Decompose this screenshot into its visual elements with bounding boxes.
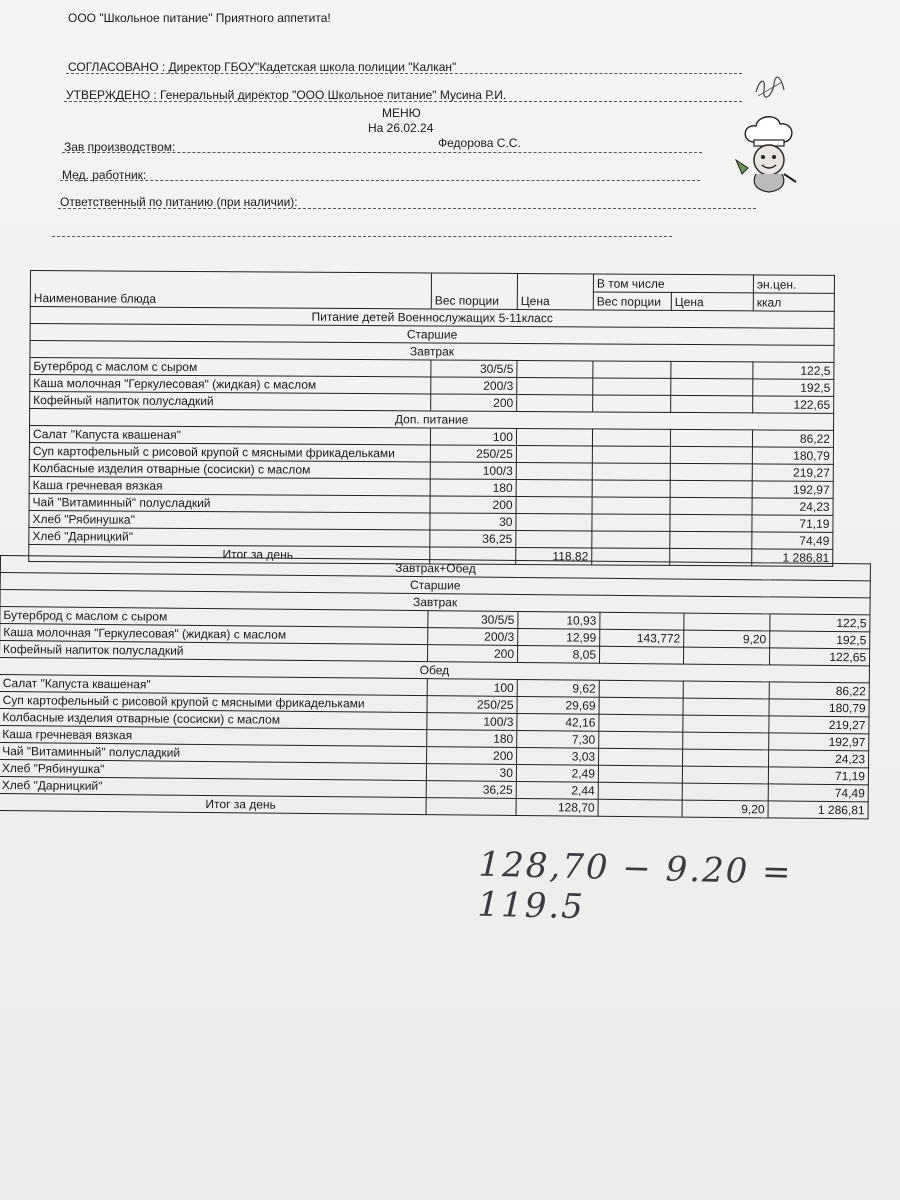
agreed-underline bbox=[66, 73, 742, 74]
dish-name: Колбасные изделия отварные (сосиски) с маслом bbox=[0, 708, 427, 729]
medic-underline bbox=[60, 180, 700, 181]
dish-price: 29,69 bbox=[517, 696, 599, 714]
dish-name: Хлеб "Дарницкий" bbox=[0, 776, 426, 797]
menu-table-children bbox=[28, 270, 835, 567]
total-kcal: 1 286,81 bbox=[752, 549, 833, 566]
group-label: Старшие bbox=[0, 573, 870, 598]
dish-name: Хлеб "Дарницкий" bbox=[29, 527, 430, 546]
dish-incl-price bbox=[683, 647, 769, 665]
dish-incl-portion bbox=[600, 612, 684, 630]
dish-portion: 36,25 bbox=[430, 530, 516, 548]
dish-portion: 200/3 bbox=[431, 377, 517, 395]
meal-label-extra: Доп. питание bbox=[30, 409, 834, 431]
col-incl-portion-header: Вес порции bbox=[593, 292, 671, 310]
dish-portion: 200 bbox=[431, 394, 517, 412]
dish-kcal: 74,49 bbox=[768, 784, 868, 802]
dish-name: Бутерброд с маслом с сыром bbox=[30, 358, 431, 377]
dish-kcal: 122,5 bbox=[770, 614, 870, 632]
dish-portion: 250/25 bbox=[430, 445, 516, 463]
signature-mark bbox=[752, 72, 788, 102]
dish-kcal: 74,49 bbox=[752, 532, 833, 549]
dish-name: Салат "Капуста квашеная" bbox=[0, 674, 427, 695]
production-head-underline bbox=[62, 152, 702, 153]
dish-kcal: 71,19 bbox=[752, 515, 833, 532]
dish-kcal: 71,19 bbox=[768, 767, 868, 785]
meal-label-breakfast: Завтрак bbox=[30, 341, 834, 363]
dish-name: Каша гречневая вязкая bbox=[0, 725, 427, 746]
dish-price: 3,03 bbox=[517, 747, 599, 765]
dish-name: Чай "Витаминный" полусладкий bbox=[29, 493, 430, 512]
dish-kcal: 192,97 bbox=[752, 481, 833, 498]
dish-kcal: 86,22 bbox=[769, 682, 869, 700]
dish-kcal: 86,22 bbox=[752, 430, 833, 447]
dish-name: Каша молочная "Геркулесовая" (жидкая) с маслом bbox=[0, 624, 428, 645]
total-price: 118,82 bbox=[516, 547, 592, 564]
total-price: 128,70 bbox=[516, 798, 598, 816]
dish-portion: 30/5/5 bbox=[428, 611, 518, 629]
dish-kcal: 192,5 bbox=[753, 379, 834, 396]
dish-name: Чай "Витаминный" полусладкий bbox=[0, 742, 427, 763]
dish-incl-portion bbox=[599, 646, 683, 664]
table-header-row bbox=[30, 271, 834, 294]
medic-label: Мед. работник: bbox=[62, 168, 147, 182]
dish-name: Хлеб "Рябинушка" bbox=[0, 759, 427, 780]
dish-name: Салат "Капуста квашеная" bbox=[29, 426, 430, 445]
dish-name: Каша гречневая вязкая bbox=[29, 476, 430, 495]
dish-kcal: 180,79 bbox=[752, 447, 833, 464]
dish-price: 10,93 bbox=[518, 611, 600, 629]
production-head-name: Федорова С.С. bbox=[438, 136, 521, 150]
col-portion-header: Вес порции bbox=[431, 273, 517, 310]
dish-portion: 200 bbox=[430, 496, 516, 514]
dish-portion: 250/25 bbox=[427, 696, 517, 714]
menu-date: На 26.02.24 bbox=[368, 121, 434, 135]
group-label: Старшие bbox=[30, 324, 834, 346]
dish-incl-price bbox=[684, 613, 770, 631]
dish-portion: 36,25 bbox=[426, 781, 516, 799]
handwritten-note: 128,70 − 9.20 = 119.5 bbox=[477, 844, 794, 928]
total-label: Итог за день bbox=[29, 544, 430, 563]
total-incl-price: 9,20 bbox=[682, 800, 768, 818]
menu-table-breakfast-lunch bbox=[0, 555, 871, 819]
dish-price: 7,30 bbox=[517, 730, 599, 748]
dish-kcal: 180,79 bbox=[769, 699, 869, 717]
total-label: Итог за день bbox=[0, 793, 426, 814]
dish-price: 42,16 bbox=[517, 713, 599, 731]
approved-line: УТВЕРЖДЕНО : Генеральный директор "ООО Школьное питание" Мусина Р.И. bbox=[66, 88, 507, 102]
dish-name: Суп картофельный с рисовой крупой с мясными фрикадельками bbox=[29, 442, 430, 461]
col-incl-price-header: Цена bbox=[671, 292, 753, 311]
col-price-header: Цена bbox=[517, 273, 593, 309]
dish-price: 2,44 bbox=[516, 781, 598, 799]
dish-price: 9,62 bbox=[517, 679, 599, 697]
dish-price: 2,49 bbox=[516, 764, 598, 782]
dish-kcal: 219,27 bbox=[752, 464, 833, 481]
dish-name: Хлеб "Рябинушка" bbox=[29, 510, 430, 529]
dish-portion: 30 bbox=[426, 764, 516, 782]
dish-kcal: 122,65 bbox=[753, 396, 834, 413]
blank-underline bbox=[52, 236, 672, 237]
dish-name: Суп картофельный с рисовой крупой с мясными фрикадельками bbox=[0, 691, 427, 712]
section-title: Питание детей Военнослужащих 5-11класс bbox=[30, 307, 834, 329]
dish-incl-portion: 143,772 bbox=[600, 629, 684, 647]
dish-name: Бутерброд с маслом с сыром bbox=[0, 607, 428, 628]
dish-portion: 180 bbox=[430, 479, 516, 497]
dish-portion: 100/3 bbox=[427, 713, 517, 731]
company-line: ООО "Школьное питание" Приятного аппетита! bbox=[68, 11, 331, 25]
dish-name: Каша молочная "Геркулесовая" (жидкая) с маслом bbox=[30, 375, 431, 394]
dish-portion: 30 bbox=[430, 513, 516, 531]
dish-portion: 200 bbox=[427, 645, 517, 663]
responsible-label: Ответственный по питанию (при наличии): bbox=[60, 195, 298, 209]
dish-kcal: 24,23 bbox=[769, 750, 869, 768]
agreed-line: СОГЛАСОВАНО : Директор ГБОУ"Кадетская школа полиции "Калкан" bbox=[68, 60, 457, 74]
dish-name: Кофейный напиток полусладкий bbox=[0, 641, 428, 662]
meal-label-breakfast: Завтрак bbox=[0, 590, 870, 615]
dish-kcal: 192,5 bbox=[770, 631, 870, 649]
dish-kcal: 24,23 bbox=[752, 498, 833, 515]
dish-portion: 200 bbox=[427, 747, 517, 765]
col-kcal-header: ккал bbox=[753, 293, 834, 311]
dish-kcal: 122,65 bbox=[769, 648, 869, 666]
production-head-label: Зав производством: bbox=[64, 140, 176, 154]
dish-portion: 180 bbox=[427, 730, 517, 748]
dish-portion: 100/3 bbox=[430, 462, 516, 480]
dish-portion: 30/5/5 bbox=[431, 360, 517, 378]
dish-name: Колбасные изделия отварные (сосиски) с маслом bbox=[29, 459, 430, 478]
dish-portion: 200/3 bbox=[428, 628, 518, 646]
dish-kcal: 219,27 bbox=[769, 716, 869, 734]
section-title: Завтрак+Обед bbox=[0, 556, 870, 581]
approved-underline bbox=[64, 101, 742, 102]
dish-price: 12,99 bbox=[518, 628, 600, 646]
dish-name: Кофейный напиток полусладкий bbox=[30, 392, 431, 411]
dish-price: 8,05 bbox=[517, 645, 599, 663]
dish-kcal: 122,5 bbox=[753, 362, 834, 379]
menu-title: МЕНЮ bbox=[382, 106, 421, 120]
col-incl-header: В том числе bbox=[593, 274, 753, 293]
dish-portion: 100 bbox=[427, 679, 517, 697]
responsible-underline bbox=[58, 208, 756, 209]
meal-label-lunch: Обед bbox=[0, 658, 870, 683]
col-energy-header: эн.цен. bbox=[753, 275, 834, 293]
dish-portion: 100 bbox=[430, 428, 516, 446]
dish-kcal: 192,97 bbox=[769, 733, 869, 751]
dish-incl-price: 9,20 bbox=[684, 630, 770, 648]
total-kcal: 1 286,81 bbox=[768, 801, 868, 819]
chef-logo-icon bbox=[732, 112, 804, 194]
col-dish-header: Наименование блюда bbox=[30, 271, 431, 309]
